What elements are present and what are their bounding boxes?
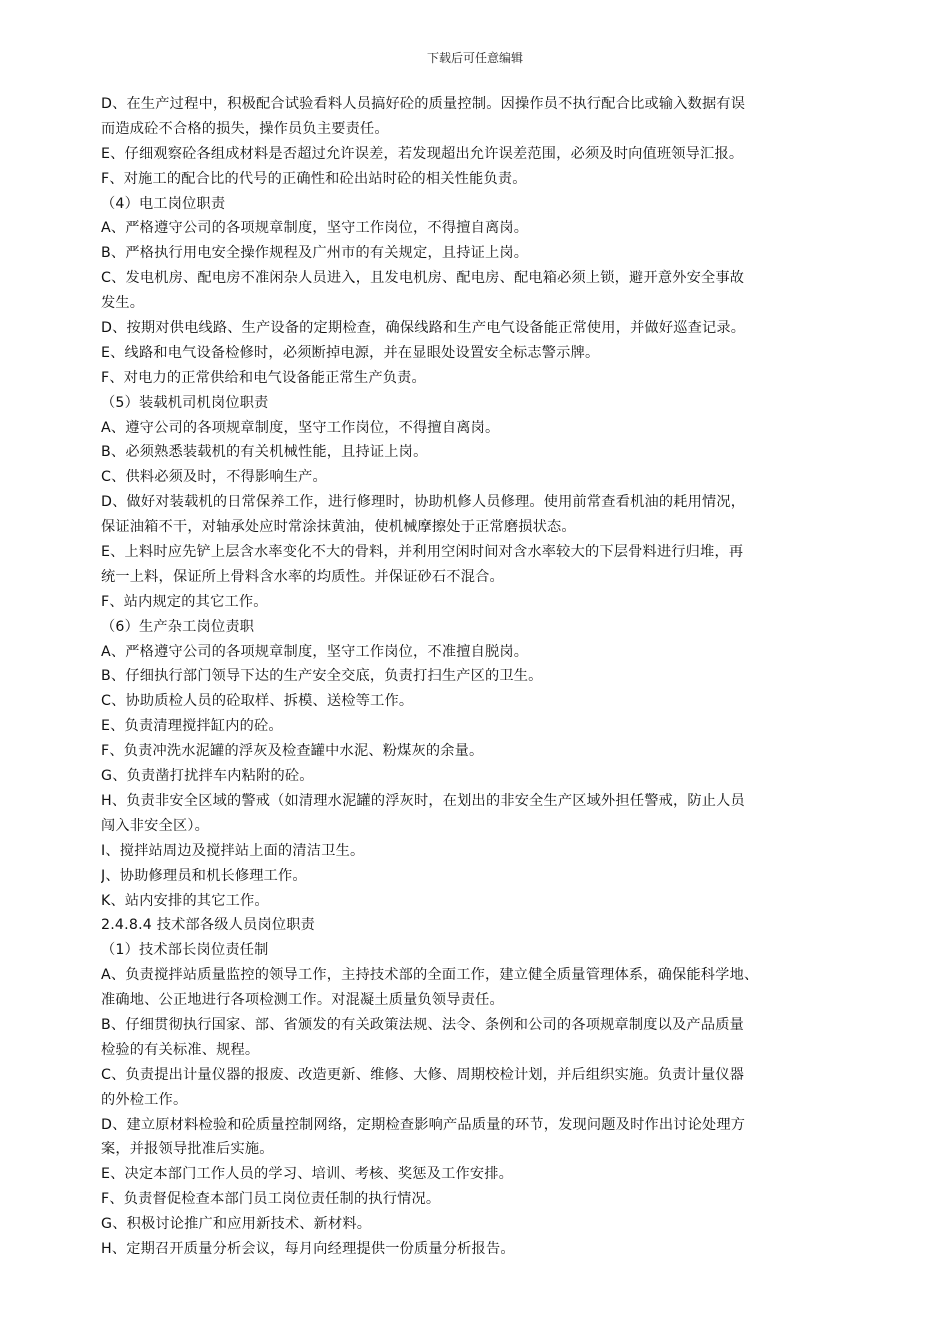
text-line: C、供料必须及时，不得影响生产。 [101,469,327,486]
text-line: 准确地、公正地进行各项检测工作。对混凝土质量负领导责任。 [101,992,504,1009]
text-line: F、对电力的正常供给和电气设备能正常生产负责。 [101,369,426,386]
text-line: F、负责督促检查本部门员工岗位责任制的执行情况。 [101,1191,441,1208]
text-line: E、负责清理搅拌缸内的砼。 [101,718,283,735]
text-line: 闯入非安全区）。 [101,817,210,834]
text-line: （1）技术部长岗位责任制 [101,942,269,959]
text-line: E、仔细观察砼各组成材料是否超过允许误差，若发现超出允许误差范围，必须及时向值班领导汇报。 [101,145,744,162]
text-line: F、站内规定的其它工作。 [101,593,268,610]
text-line: B、必须熟悉装载机的有关机械性能，且持证上岗。 [101,444,428,461]
text-line: D、在生产过程中，积极配合试验看料人员搞好砼的质量控制。因操作员不执行配合比或输入数据有误 [101,96,746,112]
text-line: D、做好对装载机的日常保养工作，进行修理时，协助机修人员修理。使用前常查看机油的耗用情况， [101,494,746,511]
text-line: A、严格遵守公司的各项规章制度，坚守工作岗位，不准擅自脱岗。 [101,643,529,660]
text-line: 保证油箱不干，对轴承处应时常涂抹黄油，使机械摩擦处于正常磨损状态。 [101,519,576,536]
text-line: F、负责冲洗水泥罐的浮灰及检查罐中水泥、粉煤灰的余量。 [101,743,484,760]
text-line: B、仔细执行部门领导下达的生产安全交底，负责打扫生产区的卫生。 [101,668,543,685]
text-line: D、按期对供电线路、生产设备的定期检查，确保线路和生产电气设备能正常使用，并做好巡查记录。 [101,320,746,337]
text-line: I、搅拌站周边及搅拌站上面的清洁卫生。 [101,842,365,859]
text-line: 而造成砼不合格的损失，操作员负主要责任。 [101,120,389,137]
text-line: 统一上料，保证所上骨料含水率的均质性。并保证砂石不混合。 [101,568,504,585]
text-line: 检验的有关标准、规程。 [101,1041,260,1058]
text-line: C、协助质检人员的砼取样、拆模、送检等工作。 [101,693,414,710]
text-line: E、线路和电气设备检修时，必须断掉电源，并在显眼处设置安全标志警示牌。 [101,344,600,361]
text-line: C、发电机房、配电房不准闲杂人员进入，且发电机房、配电房、配电箱必须上锁，避开意外安全事故 [101,270,745,287]
text-line: C、负责提出计量仪器的报废、改造更新、维修、大修、周期校检计划，并后组织实施。负责计量仪器 [101,1066,745,1083]
text-line: J、协助修理员和机长修理工作。 [101,867,307,884]
text-line: （4）电工岗位职责 [101,195,226,212]
document-body [101,92,861,1262]
page-header: 下载后可任意编辑 [426,51,523,65]
text-line: G、负责凿打扰拌车内粘附的砼。 [101,768,314,785]
text-line: B、严格执行用电安全操作规程及广州市的有关规定，且持证上岗。 [101,245,529,262]
text-line: G、积极讨论推广和应用新技术、新材料。 [101,1216,372,1233]
text-line: E、上料时应先铲上层含水率变化不大的骨料，并利用空闲时间对含水率较大的下层骨料进行归堆，再 [101,544,744,561]
text-line: F、对施工的配合比的代号的正确性和砼出站时砼的相关性能负责。 [101,170,527,187]
text-line: B、仔细贯彻执行国家、部、省颁发的有关政策法规、法令、条例和公司的各项规章制度以及产品质量 [101,1016,744,1033]
text-line: A、负责搅拌站质量监控的领导工作，主持技术部的全面工作，建立健全质量管理体系，确保能科学地、 [101,967,759,984]
text-line: （6）生产杂工岗位责职 [101,618,255,635]
text-line: H、定期召开质量分析会议，每月向经理提供一份质量分析报告。 [101,1240,515,1257]
text-line: 发生。 [101,295,145,312]
text-line: A、严格遵守公司的各项规章制度，坚守工作岗位，不得擅自离岗。 [101,220,529,237]
text-line: A、遵守公司的各项规章制度，坚守工作岗位，不得擅自离岗。 [101,419,500,436]
text-line: （5）装载机司机岗位职责 [101,394,269,411]
text-line: E、决定本部门工作人员的学习、培训、考核、奖惩及工作安排。 [101,1166,514,1183]
text-line: K、站内安排的其它工作。 [101,892,269,909]
text-line: H、负责非安全区域的警戒（如清理水泥罐的浮灰时，在划出的非安全生产区域外担任警戒，防止人员 [101,792,745,809]
text-line: 2.4.8.4 技术部各级人员岗位职责 [101,917,316,934]
text-line: D、建立原材料检验和砼质量控制网络，定期检查影响产品质量的环节，发现问题及时作出讨论处理方 [101,1116,746,1133]
text-line: 的外检工作。 [101,1091,188,1108]
text-line: 案，并报领导批准后实施。 [101,1141,274,1158]
